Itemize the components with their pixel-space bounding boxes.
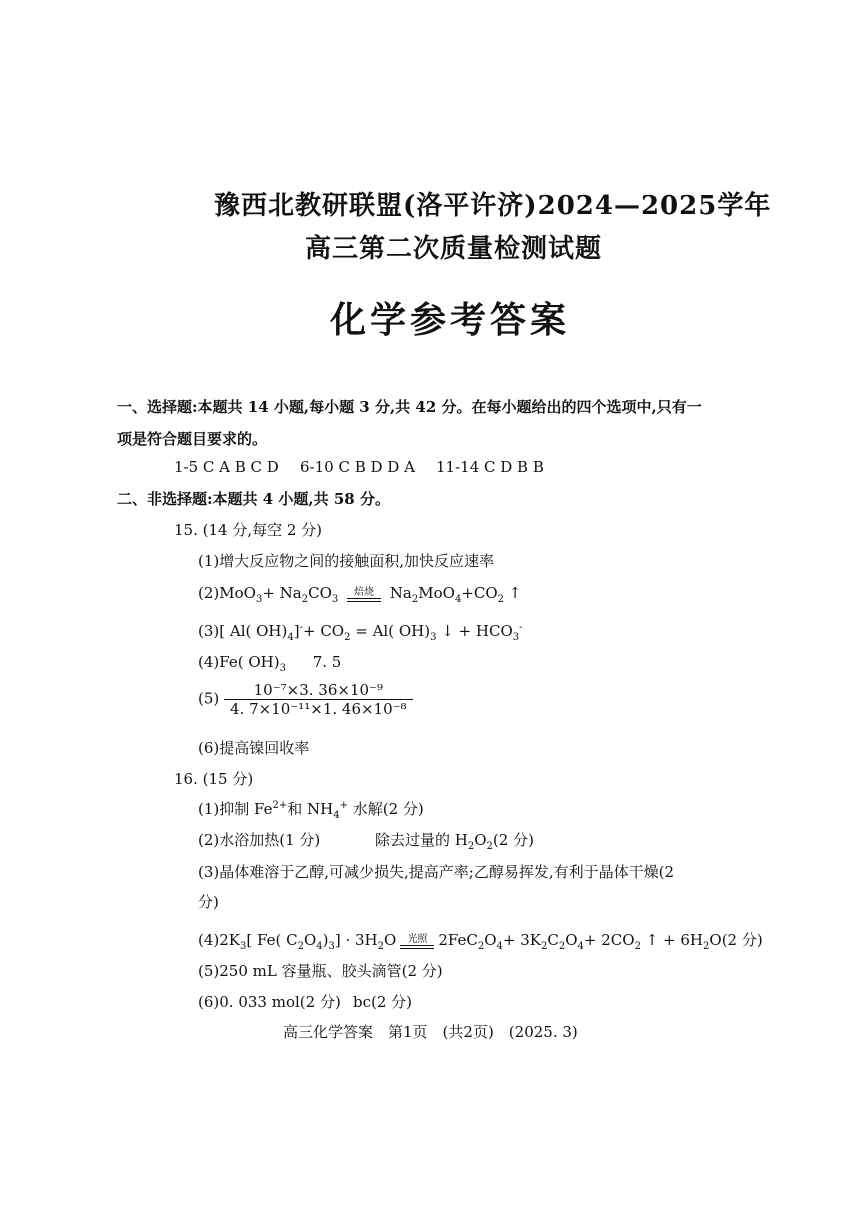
q16-answer-4: $(4)2K_3$[ Fe( $C_2O_4)_3] \cdot 3H_2O$ 光照 $2FeC_2O_4+ 3K_2C_2O_4+ 2CO_2$ ↑ + $6H_2O(2$ 分)	[198, 931, 763, 952]
q15-answer-4-value: 7. 5	[312, 653, 342, 671]
q15-answer-3: (3)[ Al( $OH)_4]^-+ CO_2 = Al$( $OH)_3$ ↓ + $HCO_3^-$	[198, 622, 523, 643]
q15-answer-4-text: (4)Fe( OH)	[198, 653, 280, 671]
mc-answers-1-5: 1-5 C A B C D	[174, 458, 279, 476]
q16-answer-6a: (6)0. 033 mol(2 分)	[198, 993, 341, 1011]
light-condition: 光照	[407, 933, 428, 945]
q15-answer-6: (6)提高镍回收率	[198, 739, 310, 757]
q16-answer-1-mid: 和 NH	[287, 800, 334, 818]
ksp-fraction	[224, 681, 413, 718]
q15-answer-1: (1)增大反应物之间的接触面积,加快反应速率	[198, 552, 495, 570]
section-1-heading-a: 一、选择题:本题共 14 小题,每小题 3 分,共 42 分。在每小题给出的四个选项中,只有一	[117, 398, 702, 416]
fraction-numerator: 10⁻⁷×3. 36×10⁻⁹	[253, 681, 383, 699]
mc-answers-11-14: 11-14 C D B B	[436, 458, 544, 476]
q16-answer-2b: 除去过量的 $H_2O_2(2$ 分)	[375, 831, 534, 852]
light-condition-arrow	[400, 934, 434, 949]
q16-label: 16. (15 分)	[174, 770, 254, 788]
q16-answer-2a: (2)水浴加热(1 分)	[198, 831, 321, 849]
q15-answer-2-prefix: (2)MoO	[198, 584, 256, 602]
q16-answer-1-prefix: (1)抑制 Fe	[198, 800, 273, 818]
roast-condition-arrow	[347, 587, 381, 602]
q16-answer-1: (1)抑制 $Fe^{2+}$和 $NH_4^+$ 水解(2 分)	[198, 800, 424, 821]
q15-answer-2: $(2)MoO_3+ Na_2CO_3$ 焙烧 $Na_2MoO_4+CO_2$ ↑	[198, 584, 522, 605]
header-line-1: 豫西北教研联盟(洛平许济)2024—2025学年	[214, 191, 772, 221]
q15-answer-5	[198, 681, 413, 718]
q16-answer-6b: bc(2 分)	[353, 993, 413, 1011]
q15-answer-4: (4)Fe( $OH)_3$ 7. 5	[198, 653, 342, 674]
q16-answer-5: (5)250 mL 容量瓶、胶头滴管(2 分)	[198, 962, 443, 980]
header-line-2: 高三第二次质量检测试题	[305, 234, 603, 264]
q15-answer-3-prefix: (3)[ Al( OH)	[198, 622, 288, 640]
q15-answer-5-prefix: (5)	[198, 689, 220, 708]
q16-answer-2b-prefix: 除去过量的 H	[375, 831, 468, 849]
mc-answers-6-10: 6-10 C B D D A	[300, 458, 415, 476]
page-title: 化学参考答案	[330, 299, 571, 341]
q16-answer-2b-suffix: (2 分)	[492, 831, 534, 849]
q16-answer-3a: (3)晶体难溶于乙醇,可减少损失,提高产率;乙醇易挥发,有利于晶体干燥(2	[198, 863, 675, 881]
q16-answer-4-tail: (2 分)	[721, 931, 763, 949]
section-1-heading-b: 项是符合题目要求的。	[117, 430, 268, 448]
q15-label: 15. (14 分,每空 2 分)	[174, 521, 323, 539]
q16-answer-3b: 分)	[198, 893, 219, 911]
section-2-heading: 二、非选择题:本题共 4 小题,共 58 分。	[117, 490, 390, 508]
fraction-denominator: 4. 7×10⁻¹¹×1. 46×10⁻⁸	[224, 699, 413, 718]
q16-answer-1-suffix: 水解(2 分)	[347, 800, 424, 818]
roast-condition: 焙烧	[354, 586, 375, 598]
page-footer: 高三化学答案 第1页 (共2页) (2025. 3)	[283, 1023, 578, 1041]
